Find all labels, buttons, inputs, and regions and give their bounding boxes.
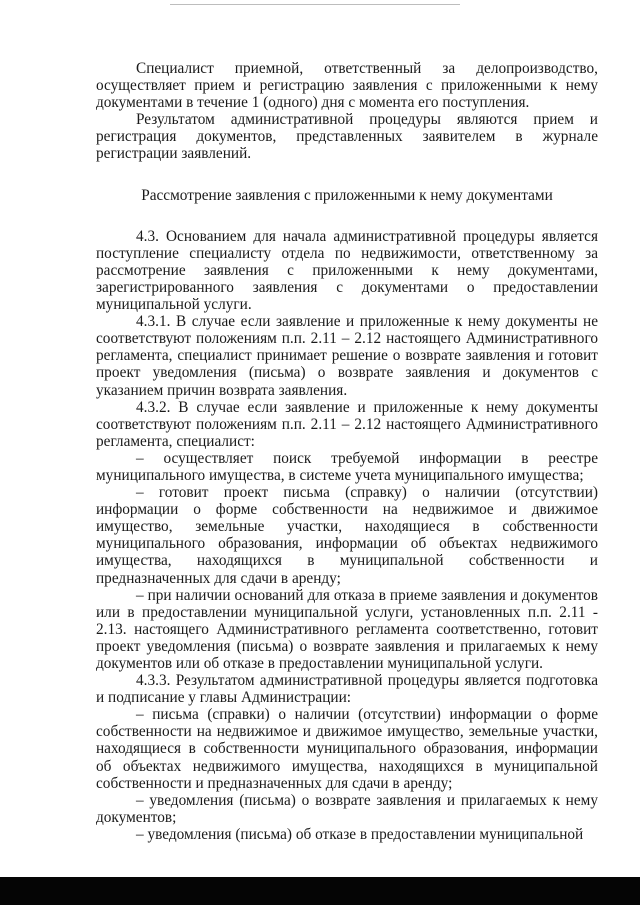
paragraph-registration-result: Результатом административной процедуры являются прием и регистрация документов, представленных заявителем в журнале регистрации заявлений. <box>96 111 598 163</box>
list-item-refusal-notice: – уведомления (письма) об отказе в предоставлении муниципальной <box>136 825 584 843</box>
paragraph-4-3-1: 4.3.1. В случае если заявление и приложенные к нему документы не соответствуют положениям п.п. 2.11 – 2.12 настоящего Административного регламента, специалист принимает решение о возврате заявления и готовит проект уведомления (письма) о возврате заявления и документов с указанием причин возврата заявления. <box>96 313 598 399</box>
paragraph-registration: Специалист приемной, ответственный за делопроизводство, осуществляет прием и регистрацию заявления с приложенными к нему документами в течение 1 (одного) дня с момента его поступления. <box>96 60 598 112</box>
list-item-return-notice: – уведомления (письма) о возврате заявления и прилагаемых к нему документов; <box>96 791 598 826</box>
list-item-search: – осуществляет поиск требуемой информации в реестре муниципального имущества, в системе учета муниципального имущества; <box>96 449 598 484</box>
scan-bottom-border <box>0 877 640 905</box>
document-page <box>96 60 598 843</box>
section-heading: Рассмотрение заявления с приложенными к нему документами <box>141 186 553 204</box>
paragraph-4-3-3: 4.3.3. Результатом административной процедуры является подготовка и подписание у главы Администрации: <box>96 672 598 707</box>
paragraph-4-3: 4.3. Основанием для начала административной процедуры является поступление специалисту отдела по недвижимости, ответственному за рассмотрение заявления с приложенными к нему документами, зарегистрированного заявления с документами о предоставлении муниципальной услуги. <box>96 227 598 314</box>
list-item-refusal-grounds: – при наличии оснований для отказа в приеме заявления и документов или в предоставлении муниципальной услуги, установленных п.п. 2.11 - 2.13. настоящего Административного регламента соответственно, готовит проект уведомления (письма) о возврате заявления и прилагаемых к нему документов или об отказе в предоставлении муниципальной услуги. <box>96 586 598 672</box>
list-item-prepare-letter: – готовит проект письма (справку) о наличии (отсутствии) информации о форме собственности на недвижимое и движимое имущество, земельные участки, находящиеся в собственности муниципального образования, информации об объектах недвижимого имущества, находящихся в муниципальной собственности и предназначенных для сдачи в аренду; <box>96 484 598 587</box>
scan-edge-line <box>170 4 460 5</box>
paragraph-4-3-2: 4.3.2. В случае если заявление и приложенные к нему документы соответствуют положениям п.п. 2.11 – 2.12 настоящего Административного регламента, специалист: <box>96 398 598 450</box>
list-item-letter-certificate: – письма (справки) о наличии (отсутствии) информации о форме собственности на недвижимое и движимое имущество, земельные участки, находящиеся в собственности муниципального образования, информации об объектах недвижимого имущества, находящихся в муниципальной собственности и предназначенных для сдачи в аренду; <box>96 706 598 792</box>
